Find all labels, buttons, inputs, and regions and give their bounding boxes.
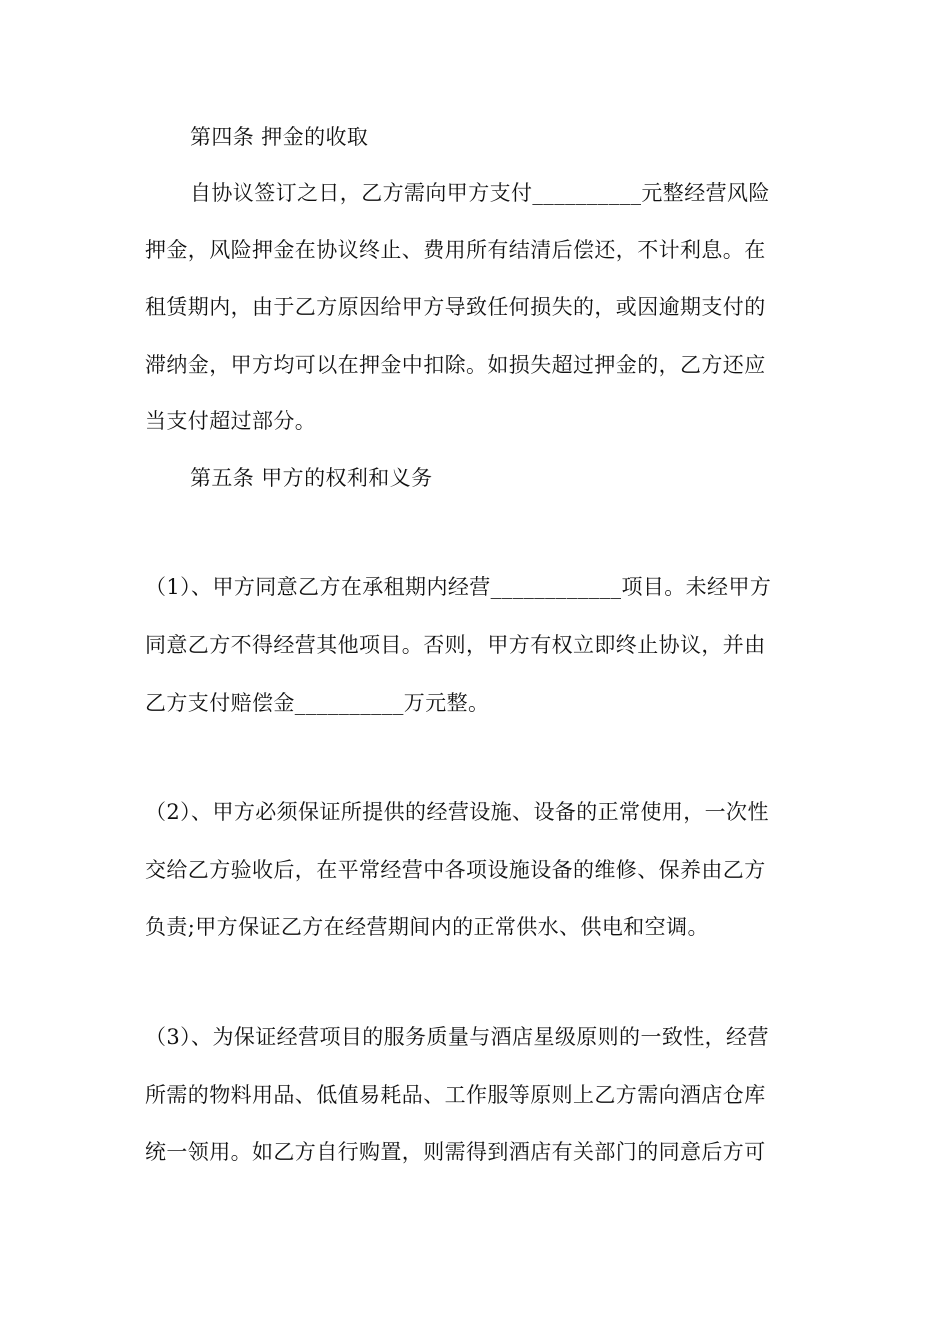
item2-line: （2）、甲方必须保证所提供的经营设施、设备的正常使用，一次性 — [145, 800, 769, 824]
item2-line: 交给乙方验收后，在平常经营中各项设施设备的维修、保养由乙方 — [145, 858, 766, 882]
item1-line: （1）、甲方同意乙方在承租期内经营____________项目。未经甲方 — [145, 575, 772, 599]
paragraph-line: 自协议签订之日，乙方需向甲方支付__________元整经营风险 — [190, 181, 770, 205]
item3-line: 统一领用。如乙方自行购置，则需得到酒店有关部门的同意后方可 — [145, 1140, 766, 1164]
paragraph-line: 当支付超过部分。 — [145, 409, 317, 433]
item2-line: 负责;甲方保证乙方在经营期间内的正常供水、供电和空调。 — [145, 915, 709, 939]
paragraph-line: 滞纳金，甲方均可以在押金中扣除。如损失超过押金的，乙方还应 — [145, 353, 766, 377]
item3-line: 所需的物料用品、低值易耗品、工作服等原则上乙方需向酒店仓库 — [145, 1083, 766, 1107]
article4-heading: 第四条 押金的收取 — [190, 125, 369, 149]
item1-line: 同意乙方不得经营其他项目。否则，甲方有权立即终止协议，并由 — [145, 633, 766, 657]
item3-line: （3）、为保证经营项目的服务质量与酒店星级原则的一致性，经营 — [145, 1025, 769, 1049]
paragraph-line: 租赁期内，由于乙方原因给甲方导致任何损失的，或因逾期支付的 — [145, 295, 766, 319]
paragraph-line: 押金，风险押金在协议终止、费用所有结清后偿还，不计利息。在 — [145, 238, 766, 262]
article5-heading: 第五条 甲方的权利和义务 — [190, 466, 433, 490]
item1-line: 乙方支付赔偿金__________万元整。 — [145, 691, 490, 715]
